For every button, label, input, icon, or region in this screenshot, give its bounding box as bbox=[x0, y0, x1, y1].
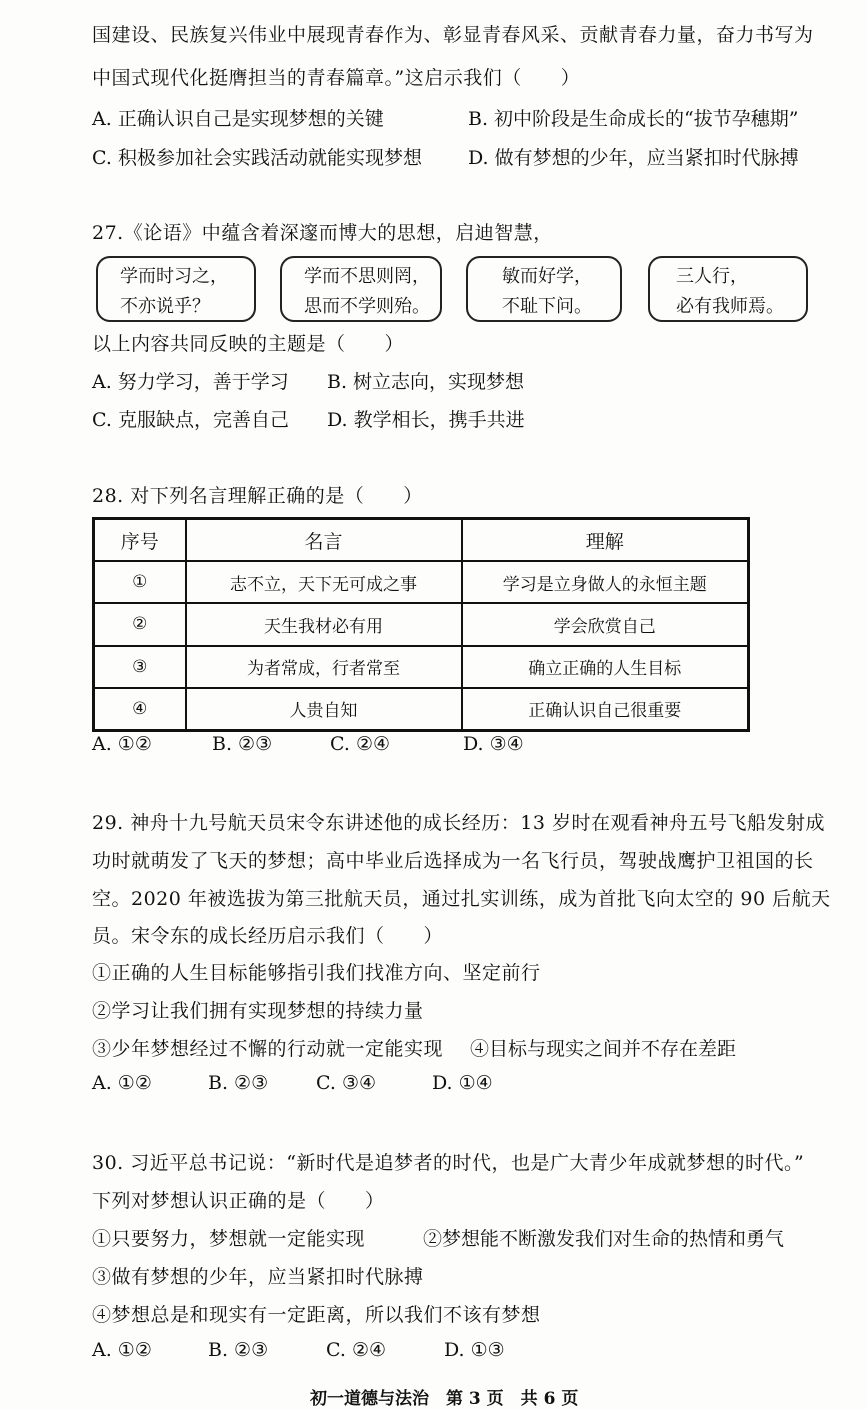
q30-stem-line1: 30. 习近平总书记说：“新时代是追梦者的时代，也是广大青少年成就梦想的时代。” bbox=[92, 1152, 805, 1174]
table-row bbox=[94, 603, 749, 645]
q28-option-a: A. ①② bbox=[92, 733, 152, 755]
q30-statement-4: ④梦想总是和现实有一定距离，所以我们不该有梦想 bbox=[92, 1304, 541, 1326]
row-understanding: 确立正确的人生目标 bbox=[462, 646, 749, 688]
q28-option-b: B. ②③ bbox=[212, 733, 273, 755]
q29-option-a: A. ①② bbox=[92, 1072, 152, 1094]
header-saying: 名言 bbox=[186, 519, 462, 562]
quote-4-line2: 必有我师焉。 bbox=[676, 296, 784, 317]
q30-statement-3: ③做有梦想的少年，应当紧扣时代脉搏 bbox=[92, 1266, 424, 1288]
q30-statement-1: ①只要努力，梦想就一定能实现 bbox=[92, 1228, 366, 1250]
q26-option-d: D. 做有梦想的少年，应当紧扣时代脉搏 bbox=[468, 147, 799, 169]
q29-option-d: D. ①④ bbox=[432, 1072, 493, 1094]
q28-option-c: C. ②④ bbox=[330, 733, 391, 755]
row-understanding: 学会欣赏自己 bbox=[462, 603, 749, 645]
quote-2-line1: 学而不思则罔， bbox=[304, 266, 430, 287]
quote-2-line2: 思而不学则殆。 bbox=[304, 296, 430, 317]
quote-3-line2: 不耻下问。 bbox=[502, 296, 592, 317]
q27-stem: 27.《论语》中蕴含着深邃而博大的思想，启迪智慧， bbox=[92, 222, 553, 244]
row-number: ③ bbox=[94, 646, 186, 688]
q27-option-a: A. 努力学习，善于学习 bbox=[92, 371, 289, 393]
q28-stem: 28. 对下列名言理解正确的是（ ） bbox=[92, 485, 423, 507]
header-understanding: 理解 bbox=[462, 519, 749, 562]
row-saying: 志不立，天下无可成之事 bbox=[186, 561, 462, 603]
q27-question: 以上内容共同反映的主题是（ ） bbox=[92, 333, 405, 355]
row-saying: 人贵自知 bbox=[186, 688, 462, 731]
quote-box-4 bbox=[648, 256, 808, 322]
q29-stem-line2: 功时就萌发了飞天的梦想；高中毕业后选择成为一名飞行员，驾驶战鹰护卫祖国的长 bbox=[92, 850, 814, 872]
q29-statement-4: ④目标与现实之间并不存在差距 bbox=[470, 1038, 737, 1060]
quote-4-line1: 三人行， bbox=[676, 266, 748, 287]
q29-stem-line1: 29. 神舟十九号航天员宋令东讲述他的成长经历：13 岁时在观看神舟五号飞船发射成 bbox=[92, 812, 825, 834]
table-row bbox=[94, 561, 749, 603]
quote-box-1 bbox=[96, 256, 256, 322]
header-number: 序号 bbox=[94, 519, 186, 562]
q29-option-c: C. ③④ bbox=[316, 1072, 377, 1094]
q26-stem-line2: 中国式现代化挺膺担当的青春篇章。”这启示我们（ ） bbox=[92, 67, 581, 89]
q26-stem-line1: 国建设、民族复兴伟业中展现青春作为、彰显青春风采、贡献青春力量，奋力书写为 bbox=[92, 24, 814, 46]
q30-option-b: B. ②③ bbox=[208, 1339, 269, 1361]
q30-option-a: A. ①② bbox=[92, 1339, 152, 1361]
row-number: ④ bbox=[94, 688, 186, 731]
row-saying: 为者常成，行者常至 bbox=[186, 646, 462, 688]
table-row bbox=[94, 688, 749, 731]
page-footer: 初一道德与法治 第 3 页 共 6 页 bbox=[310, 1389, 579, 1409]
row-understanding: 正确认识自己很重要 bbox=[462, 688, 749, 731]
quote-box-2 bbox=[280, 256, 442, 322]
row-saying: 天生我材必有用 bbox=[186, 603, 462, 645]
q30-option-d: D. ①③ bbox=[444, 1339, 505, 1361]
q29-statement-1: ①正确的人生目标能够指引我们找准方向、坚定前行 bbox=[92, 962, 541, 984]
q27-option-d: D. 教学相长，携手共进 bbox=[327, 409, 525, 431]
quote-3-line1: 敏而好学， bbox=[502, 266, 592, 287]
row-number: ② bbox=[94, 603, 186, 645]
quote-box-3 bbox=[466, 256, 622, 322]
q27-option-c: C. 克服缺点，完善自己 bbox=[92, 409, 289, 431]
quote-1-line2: 不亦说乎？ bbox=[120, 296, 210, 317]
q29-stem-line4: 员。宋令东的成长经历启示我们（ ） bbox=[92, 925, 444, 947]
sayings-table bbox=[92, 517, 750, 732]
q30-statement-2: ②梦想能不断激发我们对生命的热情和勇气 bbox=[423, 1228, 785, 1250]
q26-option-a: A. 正确认识自己是实现梦想的关键 bbox=[92, 108, 384, 130]
q26-option-c: C. 积极参加社会实践活动就能实现梦想 bbox=[92, 147, 422, 169]
q29-statement-2: ②学习让我们拥有实现梦想的持续力量 bbox=[92, 1000, 424, 1022]
q30-stem-line2: 下列对梦想认识正确的是（ ） bbox=[92, 1190, 385, 1212]
row-understanding: 学习是立身做人的永恒主题 bbox=[462, 561, 749, 603]
q29-option-b: B. ②③ bbox=[208, 1072, 269, 1094]
table-header-row bbox=[94, 519, 749, 562]
q26-option-b: B. 初中阶段是生命成长的“拔节孕穗期” bbox=[468, 108, 799, 130]
quote-1-line1: 学而时习之， bbox=[120, 266, 228, 287]
table-row bbox=[94, 646, 749, 688]
q30-option-c: C. ②④ bbox=[326, 1339, 387, 1361]
q27-option-b: B. 树立志向，实现梦想 bbox=[327, 371, 525, 393]
q29-stem-line3: 空。2020 年被选拔为第三批航天员，通过扎实训练，成为首批飞向太空的 90 后航天 bbox=[92, 888, 831, 910]
q28-option-d: D. ③④ bbox=[463, 733, 524, 755]
q29-statement-3: ③少年梦想经过不懈的行动就一定能实现 bbox=[92, 1038, 444, 1060]
row-number: ① bbox=[94, 561, 186, 603]
